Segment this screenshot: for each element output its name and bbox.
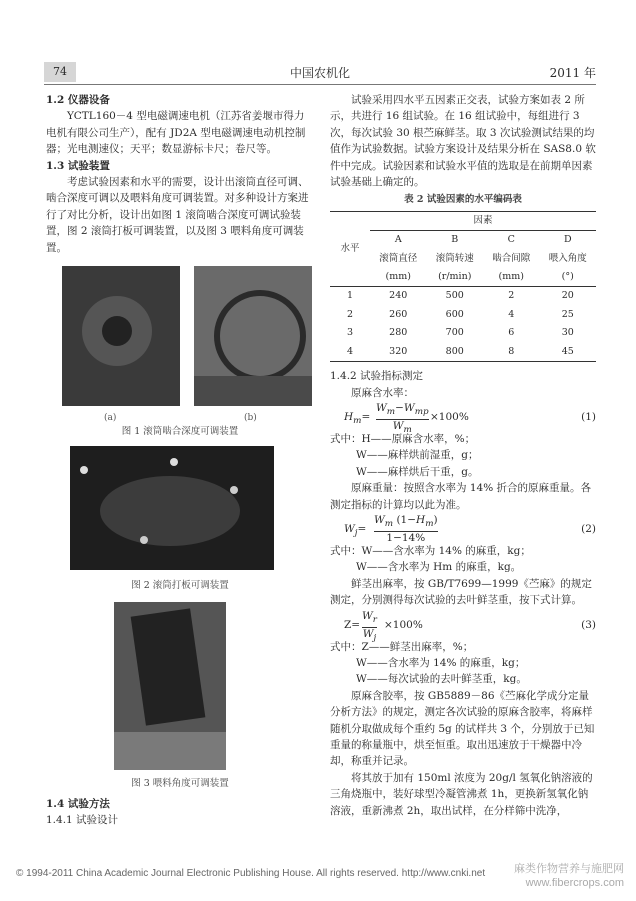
figure-3-photo	[114, 602, 226, 770]
table-row	[330, 343, 596, 362]
table-cell: 3	[346, 327, 354, 339]
variable-definition: 式中：H——原麻含水率，%；	[330, 432, 476, 445]
factor-unit: (°)	[561, 271, 574, 283]
table-cell: 1	[346, 290, 354, 302]
figure-1	[46, 266, 314, 438]
table-cell: 260	[389, 308, 408, 320]
figure-2	[46, 446, 314, 596]
paragraph: 试验采用四水平五因素正交表，试验方案如表 2 所示，共进行 16 组试验。在 16 组试验中，每组进行 3 次，每次试验 30 根苎麻鲜茎。取 3 次试验测试结果的均值作为试验数据。试验方案设计及结果分析在 SAS8.0 软件中完成。试验因素和试验水平值的选取是在前期单因素试验基础上确定的。	[330, 94, 596, 189]
level-header: 水平	[330, 211, 370, 287]
equation-3: Z= $\frac{W_r}{W_j}$ ×100% (3)	[344, 609, 596, 643]
table-cell: 45	[561, 345, 574, 357]
equation-number: (3)	[581, 618, 596, 631]
table-cell: 8	[508, 345, 515, 357]
figure-1-caption: 图 1 滚筒啮合深度可调装置	[121, 426, 239, 438]
table-cell: 4	[508, 308, 515, 320]
table-cell: 320	[389, 345, 408, 357]
factor-unit: (r/min)	[438, 271, 472, 283]
paragraph: 原麻含水率：	[351, 386, 414, 399]
variable-definition: W——麻样烘后干重，g。	[356, 465, 479, 478]
table-cell: 600	[445, 308, 464, 320]
subsection-heading: 1.4.2 试验指标测定	[330, 370, 424, 383]
table-row	[330, 287, 596, 306]
page-number: 74	[44, 62, 76, 82]
factor-letter: B	[451, 234, 459, 246]
subsection-heading: 1.4.1 试验设计	[46, 814, 119, 827]
watermark-line: www.fibercrops.com	[525, 877, 624, 889]
variable-definition: W——麻样烘前湿重，g；	[356, 449, 479, 462]
factor-name: 啮合间隙	[492, 252, 531, 264]
table-cell: 240	[389, 290, 408, 302]
variable-definition: 式中：W——含水率为 14% 的麻重，kg；	[330, 544, 531, 557]
factor-group-header: 因素	[370, 211, 596, 230]
table-cell: 25	[561, 308, 574, 320]
paragraph: 将其放于加有 150ml 浓度为 20g/l 氢氧化钠溶液的三角烧瓶中，装好球型冷凝管沸煮 1h，更换新氢氧化钠溶液，重新沸煮 2h，取出试样，在分样筛中洗净，	[330, 771, 593, 817]
section-heading: 1.4 试验方法	[46, 798, 110, 811]
watermark-line: 麻类作物营养与施肥网	[514, 863, 624, 875]
factor-level-table	[330, 211, 596, 362]
equation-1: $H_m=$ $W_m-W_{mp}$ $W_m$ ×100% (1)	[344, 401, 596, 436]
factor-letter: D	[563, 234, 572, 246]
table-cell: 2	[508, 290, 515, 302]
variable-definition: W——含水率为 Hm 的麻重，kg。	[356, 561, 522, 574]
table-cell: 280	[389, 327, 408, 339]
factor-letter: C	[507, 234, 515, 246]
table-cell: 4	[346, 345, 354, 357]
figure-3-caption: 图 3 喂料角度可调装置	[131, 778, 229, 790]
section-heading: 1.2 仪器设备	[46, 94, 110, 106]
paragraph: 原麻重量：按照含水率为 14% 折合的原麻重量。各测定指标的计算均以此为准。	[330, 482, 592, 511]
factor-name: 滚筒转速	[435, 252, 474, 264]
figure-3	[46, 602, 314, 790]
table-title: 表 2 试验因素的水平编码表	[404, 194, 522, 206]
watermark	[514, 862, 624, 890]
table-row	[330, 306, 596, 324]
variable-definition: W——每次试验的去叶鲜茎重，kg。	[356, 673, 527, 686]
paragraph: 考虑试验因素和水平的需要，设计出滚筒直径可调、啮合深度可调以及喂料角度可调装置。对多种设计方案进行了对比分析，设计出如图 1 滚筒啮合深度可调试验装置，图 2 滚筒打板可调装置，以及图 3 喂料角度可调装置。	[46, 176, 309, 254]
table-cell: 500	[445, 290, 464, 302]
variable-definition: W——含水率为 14% 的麻重，kg；	[356, 656, 526, 669]
right-column	[330, 92, 596, 819]
left-column	[46, 92, 314, 829]
figure-1a-label: (a)	[104, 413, 117, 424]
page-header	[44, 60, 596, 85]
table-cell: 20	[561, 290, 574, 302]
table-cell: 2	[346, 308, 354, 320]
factor-name: 滚筒直径	[379, 252, 418, 264]
factor-unit: (mm)	[385, 271, 411, 283]
paragraph: 鲜茎出麻率，按 GB/T7699—1999《苎麻》的规定测定，分别测得每次试验的去叶鲜茎重，按下式计算。	[330, 577, 592, 607]
figure-2-photo	[70, 446, 274, 570]
copyright-footer: © 1994-2011 China Academic Journal Electronic Publishing House. All rights reserved. http://www.cnki.net	[16, 868, 486, 879]
paragraph: 原麻含胶率，按 GB5889－86《苎麻化学成分定量分析方法》的规定，测定各次试验的原麻含胶率，将麻样随机分取做成每个重约 5g 的试样共 3 个，分别放于已知重量的称量瓶中，烘至恒重。取出迅速放于干燥器中冷却，称重并记录。	[330, 689, 595, 768]
section-heading: 1.3 试验装置	[46, 159, 110, 172]
table-cell: 700	[445, 327, 464, 339]
equation-number: (1)	[581, 410, 596, 423]
equation-2: $W_j=$ $\frac{W_m (1-H_m)}{1-14\%}$ (2)	[344, 513, 596, 545]
equation-number: (2)	[581, 522, 596, 535]
table-row	[330, 324, 596, 342]
table-cell: 800	[445, 345, 464, 357]
paragraph: YCTL160－4 型电磁调速电机（江苏省姜堰市得力电机有限公司生产），配有 JD2A 型电磁调速电动机控制器；光电测速仪；天平；数显游标卡尺；卷尺等。	[46, 110, 306, 156]
factor-unit: (mm)	[498, 271, 524, 283]
table-cell: 30	[561, 327, 574, 339]
factor-name: 喂入角度	[548, 252, 587, 264]
year-label: 2011 年	[549, 66, 596, 80]
figure-1b-photo	[194, 266, 312, 406]
figure-2-caption: 图 2 滚筒打板可调装置	[131, 580, 229, 592]
figure-1b-label: (b)	[244, 413, 257, 424]
factor-letter: A	[394, 234, 402, 246]
variable-definition: 式中：Z——鲜茎出麻率，%；	[330, 640, 474, 653]
figure-1a-photo	[62, 266, 180, 406]
table-cell: 6	[508, 327, 515, 339]
journal-title: 中国农机化	[289, 66, 350, 80]
